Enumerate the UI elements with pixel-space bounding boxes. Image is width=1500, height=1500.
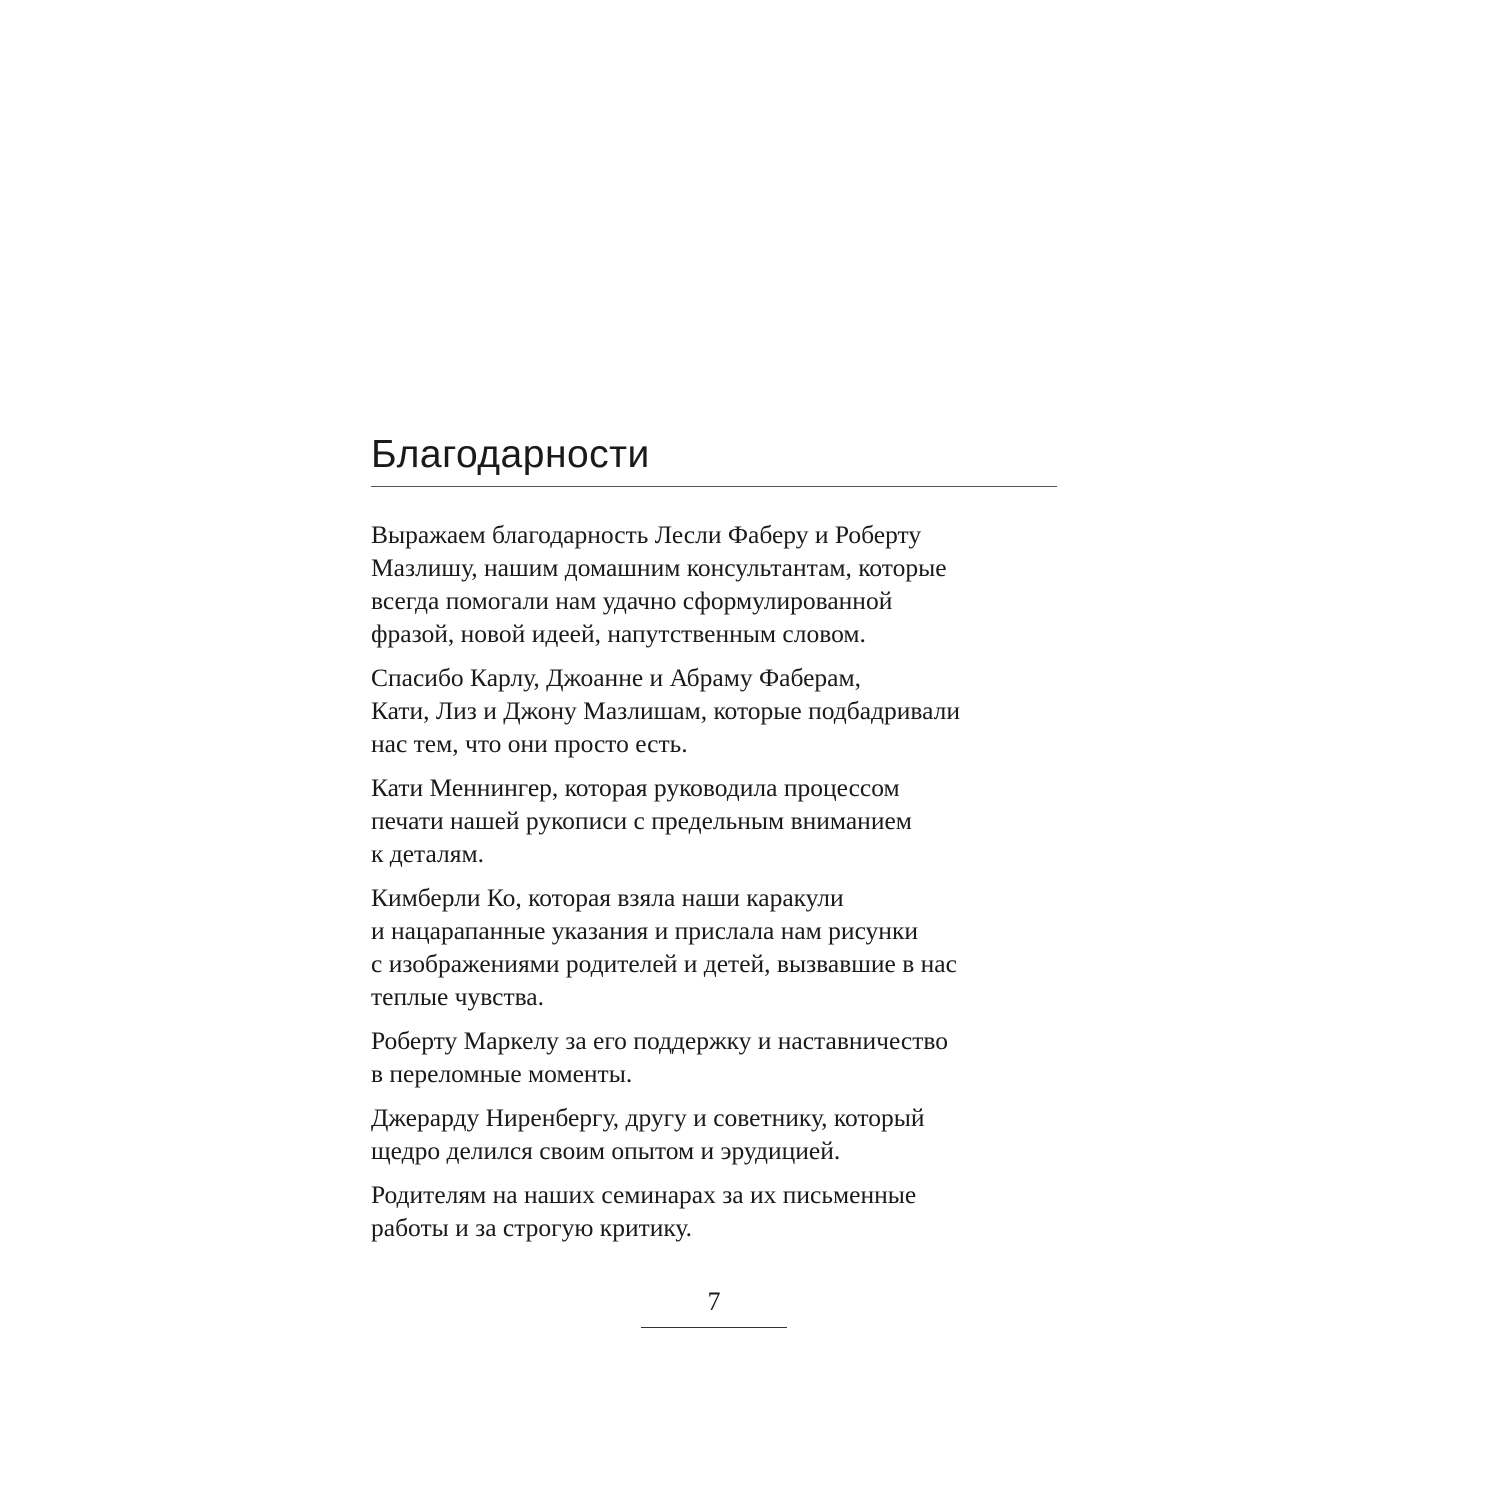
- text-line: Выражаем благодарность Лесли Фаберу и Роберту: [371, 520, 922, 549]
- paragraph-7: [371, 1178, 1061, 1244]
- text-line: Кати, Лиз и Джону Мазлишам, которые подбадривали: [371, 696, 961, 725]
- text-line: работы и за строгую критику.: [371, 1213, 692, 1242]
- text-line: к деталям.: [371, 839, 485, 868]
- text-line: с изображениями родителей и детей, вызвавшие в нас: [371, 949, 957, 978]
- paragraph-3: [371, 771, 1061, 870]
- text-line: всегда помогали нам удачно сформулированной: [371, 586, 893, 615]
- text-line: и нацарапанные указания и прислала нам рисунки: [371, 916, 918, 945]
- paragraph-6: [371, 1101, 1061, 1167]
- text-line: печати нашей рукописи с предельным вниманием: [371, 806, 912, 835]
- paragraph-4: [371, 881, 1061, 1013]
- text-line: теплые чувства.: [371, 982, 544, 1011]
- text-line: нас тем, что они просто есть.: [371, 729, 688, 758]
- text-line: щедро делился своим опытом и эрудицией.: [371, 1136, 841, 1165]
- page-number: 7: [707, 1287, 721, 1316]
- text-line: Джерарду Ниренбергу, другу и советнику, который: [371, 1103, 925, 1132]
- page-number-rule: [641, 1327, 787, 1328]
- text-line: Кати Меннингер, которая руководила процессом: [371, 773, 900, 802]
- text-line: Роберту Маркелу за его поддержку и наставничество: [371, 1026, 949, 1055]
- paragraph-1: [371, 518, 1061, 650]
- text-line: в переломные моменты.: [371, 1059, 633, 1088]
- acknowledgements-body: [371, 518, 1061, 1255]
- paragraph-2: [371, 661, 1061, 760]
- paragraph-5: [371, 1024, 1061, 1090]
- text-line: Мазлишу, нашим домашним консультантам, которые: [371, 553, 947, 582]
- text-line: Родителям на наших семинарах за их письменные: [371, 1180, 917, 1209]
- text-line: Спасибо Карлу, Джоанне и Абраму Фаберам,: [371, 663, 861, 692]
- heading-underline: [371, 486, 1057, 487]
- text-line: фразой, новой идеей, напутственным словом.: [371, 619, 866, 648]
- text-line: Кимберли Ко, которая взяла наши каракули: [371, 883, 844, 912]
- chapter-heading: Благодарности: [371, 433, 650, 476]
